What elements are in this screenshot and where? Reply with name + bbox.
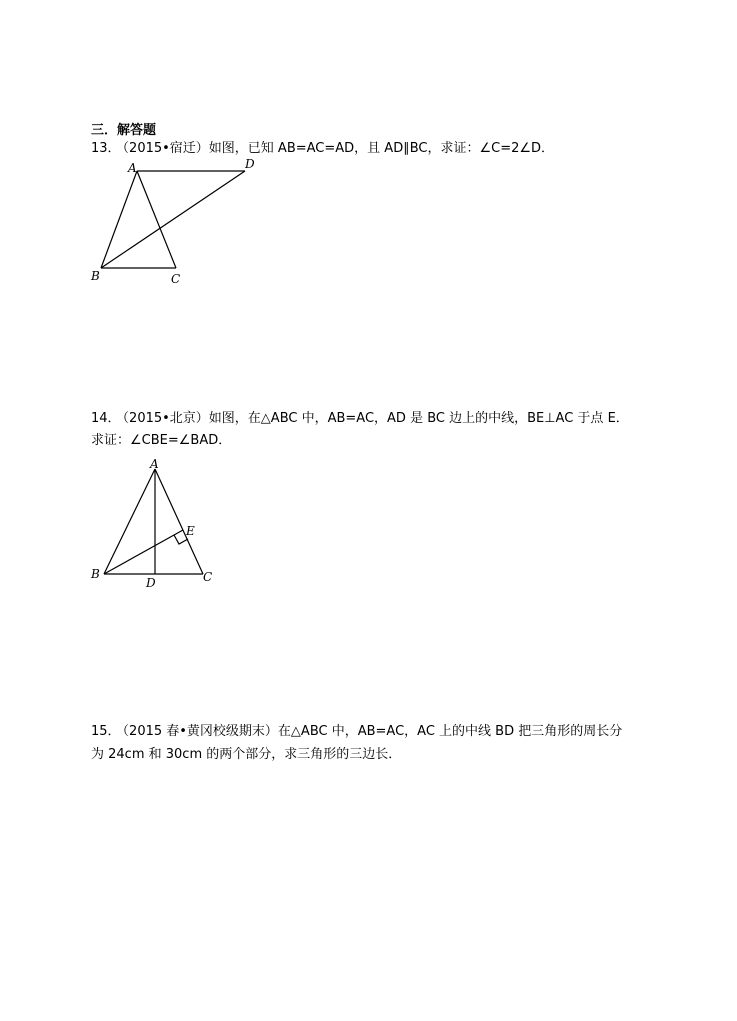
question-15-line-1 xyxy=(91,724,622,740)
label-D: D xyxy=(146,576,156,590)
segment-AC xyxy=(137,171,176,268)
segment-BE xyxy=(104,530,183,574)
segment-AB xyxy=(101,171,137,268)
section-title: 三．解答题 xyxy=(91,123,157,138)
label-B: B xyxy=(91,567,100,581)
label-A: A xyxy=(128,161,137,175)
question-13-number: 13． xyxy=(91,141,121,156)
label-C: C xyxy=(171,272,181,286)
label-C: C xyxy=(203,570,213,584)
label-E: E xyxy=(186,524,195,538)
question-14-line-1 xyxy=(91,411,629,427)
question-14-text-1: （2015•北京）如图，在△ABC 中，AB=AC，AD 是 BC 边上的中线，BE⊥AC 于点 E． xyxy=(122,411,629,426)
figure-14 xyxy=(85,452,225,592)
segment-BD xyxy=(101,171,245,268)
label-D: D xyxy=(245,157,255,171)
question-14-line-2: 求证：∠CBE=∠BAD． xyxy=(91,433,232,448)
figure-13 xyxy=(85,155,265,290)
segment-AC xyxy=(155,469,203,574)
question-13-text: （2015•宿迁）如图，已知 AB=AC=AD，且 AD∥BC，求证：∠C=2∠D． xyxy=(122,141,555,156)
question-15-text-1: （2015 春•黄冈校级期末）在△ABC 中，AB=AC，AC 上的中线 BD 把三角形的周长分 xyxy=(122,724,623,739)
question-15-number: 15． xyxy=(91,724,121,739)
label-B: B xyxy=(91,269,100,283)
label-A: A xyxy=(150,457,159,471)
question-14-number: 14． xyxy=(91,411,121,426)
question-15-line-2: 为 24cm 和 30cm 的两个部分，求三角形的三边长． xyxy=(91,747,402,762)
segment-AB xyxy=(104,469,155,574)
